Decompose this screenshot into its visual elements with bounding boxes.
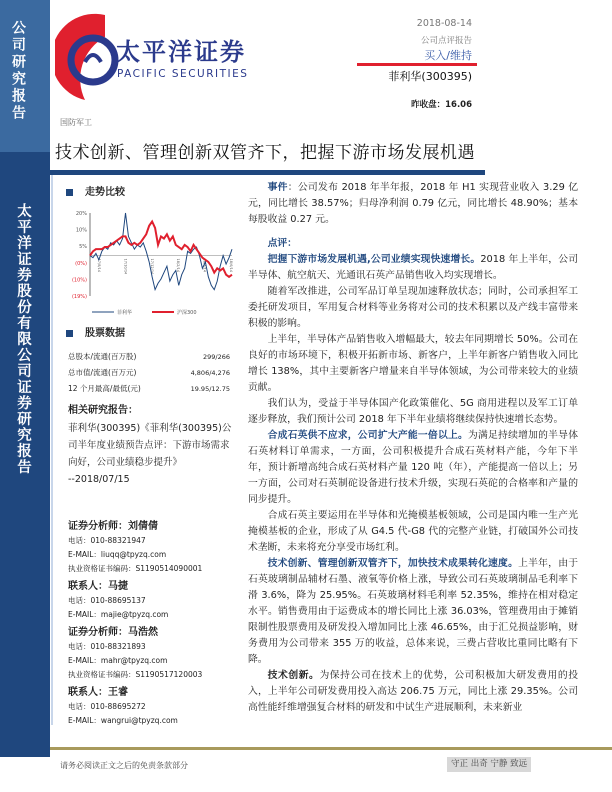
trend-chart xyxy=(62,208,237,318)
stock-data-row xyxy=(68,352,230,362)
paragraph: 我们认为，受益于半导体国产化政策催化、5G 商用进程以及军工订单逐步释放，我们预计公司 2018 年下半年业绩将继续保持快速增长态势。 xyxy=(248,398,578,425)
y-tick-label: (10%) xyxy=(71,277,87,284)
x-tick-label: 18/2/14 xyxy=(176,258,181,273)
paragraph xyxy=(248,252,578,284)
stock-data-row xyxy=(68,368,230,378)
paragraph-text: 上半年，由于石英玻璃制品辅材石墨、液氧等价格上涨，导致公司石英玻璃制品毛利率下滑 3.6%，降为 25.95%。石英玻璃材料毛利率 52.35%，维持在相对稳定水平。销售费用由于运费成本的增长同比上涨 36.03%，管理费用由于摊销限制性股票费用及研发投入增加同比上涨 46.65%，由于汇兑损益影响，财务费用为公司带来 355 万的收益，总体来说，三费占营收比重同比略有下降。 xyxy=(248,558,579,665)
trend-heading-text: 走势比较 xyxy=(85,187,125,198)
event-text: ：公司发布 2018 年半年报，2018 年 H1 实现营业收入 3.29 亿元，同比增长 38.57%；归母净利润 0.79 亿元，同比增长 48.90%；基本每股收益 0.27 元。 xyxy=(248,182,579,225)
paragraph: 随着军改推进，公司军品订单呈现加速释放状态；同时，公司承担军工委托研发项目，军用复合材料等业务将对公司的技术积累以及产线丰富带来积极的影响。 xyxy=(248,286,578,329)
row-value: 299/266 xyxy=(202,353,230,361)
motto: 守正 出奇 宁静 致远 xyxy=(447,757,531,772)
trend-heading xyxy=(66,186,125,199)
contact-name: 联系人：马捷 xyxy=(68,581,128,592)
rating: 买入/维持 xyxy=(424,49,472,62)
column-divider xyxy=(51,175,53,725)
row-label: 总市值/流通(百万元) xyxy=(68,368,137,377)
contact-phone: 电话：010-88695137 xyxy=(68,596,146,605)
sidebar-top-edge xyxy=(43,0,50,152)
report-body xyxy=(248,180,578,716)
contact-phone: 电话：010-88695272 xyxy=(68,702,146,711)
related-report-date: --2018/07/15 xyxy=(68,474,130,485)
row-value: 19.95/12.75 xyxy=(190,385,230,393)
y-tick-label: 5% xyxy=(79,244,87,251)
x-tick-label: 17/8/14 xyxy=(97,258,101,273)
title-rule xyxy=(50,170,485,175)
event-label: 事件 xyxy=(267,182,288,193)
series-line-1 xyxy=(90,222,232,277)
y-tick-label: 10% xyxy=(75,227,87,234)
row-label: 12 个月最高/最低(元) xyxy=(68,384,141,393)
analyst-email[interactable]: E-MAIL：mahr@tpyzq.com xyxy=(68,656,168,665)
prev-close: 昨收盘：16.06 xyxy=(411,100,472,110)
paragraph-heading: 合成石英供不应求，公司扩大产能一倍以上。 xyxy=(267,430,468,441)
disclaimer-note: 请务必阅读正文之后的免责条款部分 xyxy=(60,761,188,770)
paragraph: 上半年，半导体产品销售收入增幅最大，较去年同期增长 50%。公司在良好的市场环境下，积极开拓新市场、新客户，上半年新客户销售收入同比增长 138%，其中主要新客户增量来自半导体领域，为公司带来较大的业绩贡献。 xyxy=(248,334,578,393)
x-tick-label: 17/10/14 xyxy=(123,258,128,275)
stock-data-heading-text: 股票数据 xyxy=(85,328,125,339)
analyst-block xyxy=(68,626,202,682)
x-tick-label: 18/4/14 xyxy=(202,258,207,273)
report-type: 公司点评报告 xyxy=(420,36,472,46)
paragraph-heading: 把握下游市场发展机遇,公司业绩实现快速增长。 xyxy=(267,254,481,265)
paragraph: 合成石英主要运用在半导体和光掩模基板领域，公司是国内唯一生产光掩模基板的企业，形成了从 G4.5 代-G8 代的完整产业链，打破国外公司技术垄断，未来将充分享受市场红利。 xyxy=(248,510,578,553)
industry-label: 国防军工 xyxy=(60,118,92,127)
sidebar-company-label: 太平洋证券股份有限公司证券研究报告 xyxy=(15,203,32,475)
row-label: 总股本/流通(百万股) xyxy=(68,352,137,361)
analyst-phone: 电话：010-88321893 xyxy=(68,642,146,651)
paragraph xyxy=(248,556,578,668)
paragraph-text: 为保持公司在技术上的优势，公司积极加大研发费用的投入，上半年公司研发费用投入高达 206.75 万元，同比上涨 29.35%。公司高性能纤维增强复合材料的研发和中试生产进展顺利，未来新业 xyxy=(248,670,579,713)
contact-block xyxy=(68,686,178,728)
stock-data-row xyxy=(68,384,230,394)
contact-email[interactable]: E-MAIL：wangrui@tpyzq.com xyxy=(68,716,178,725)
legend-label: 沪深300 xyxy=(177,310,197,316)
analyst-cert: 执业资格证书编码：S1190514090001 xyxy=(68,564,203,573)
comment-label: 点评： xyxy=(267,238,297,249)
bullet-square-icon xyxy=(66,189,73,196)
paragraph-text: 为满足持续增加的半导体石英材料订单需求，一方面，公司积极提升合成石英材料产能，今年下半年，预计新增高纯合成石英材料产量 120 吨（年），产能提高一倍以上；另一方面，公司对石英制砣设备进行技术升级，实现石英砣的合格率和产量的同步提升。 xyxy=(248,430,578,505)
paragraph-text: 2018 年上半年，公司半导体、航空航天、光通讯石英产品销售收入均实现增长。 xyxy=(248,254,578,281)
report-date: 2018-08-14 xyxy=(416,18,472,29)
y-tick-label: 20% xyxy=(75,211,87,217)
analyst-phone: 电话：010-88321947 xyxy=(68,536,146,545)
page-title: 技术创新、管理创新双管齐下，把握下游市场发展机遇 xyxy=(55,143,475,163)
legend-label: 菲利华 xyxy=(117,310,133,316)
brand-name-en: PACIFIC SECURITIES xyxy=(117,68,249,80)
x-tick-label: 18/6/14 xyxy=(229,258,233,273)
paragraph xyxy=(248,428,578,508)
related-reports-heading: 相关研究报告： xyxy=(68,405,138,416)
footer-rule xyxy=(50,747,612,750)
x-tick-label: 17/12/14 xyxy=(149,258,154,275)
row-value: 4,806/4,276 xyxy=(190,369,230,377)
contact-block xyxy=(68,580,168,622)
brand-name-cn: 太平洋证券 xyxy=(116,38,246,66)
analyst-block xyxy=(68,520,202,576)
y-tick-label: (19%) xyxy=(71,294,87,300)
series-line-0 xyxy=(90,213,232,290)
analyst-email[interactable]: E-MAIL：liuqq@tpyzq.com xyxy=(68,550,167,559)
red-divider xyxy=(357,63,477,66)
paragraph-heading: 技术创新、管理创新双管齐下，加快技术成果转化速度。 xyxy=(267,558,519,569)
related-report-text[interactable]: 菲利华(300395)《菲利华(300395)公司半年度业绩预告点评：下游市场需求向好，公司业绩稳步提升》 xyxy=(68,423,232,468)
contact-name: 联系人：王睿 xyxy=(68,687,128,698)
related-report[interactable] xyxy=(68,420,236,488)
stock-name: 菲利华(300395) xyxy=(388,70,472,83)
stock-data-heading xyxy=(66,327,125,340)
paragraph-heading: 技术创新。 xyxy=(267,670,320,681)
bullet-square-icon xyxy=(66,330,73,337)
event-paragraph xyxy=(248,180,578,228)
y-tick-label: (0%) xyxy=(75,260,87,267)
contact-email[interactable]: E-MAIL：majie@tpyzq.com xyxy=(68,610,169,619)
paragraph xyxy=(248,668,578,716)
analyst-name: 证券分析师：马浩然 xyxy=(68,627,158,638)
analyst-name: 证券分析师：刘倩倩 xyxy=(68,521,158,532)
analyst-cert: 执业资格证书编码：S1190517120003 xyxy=(68,670,203,679)
sidebar-report-label: 公司研究报告 xyxy=(10,20,26,122)
